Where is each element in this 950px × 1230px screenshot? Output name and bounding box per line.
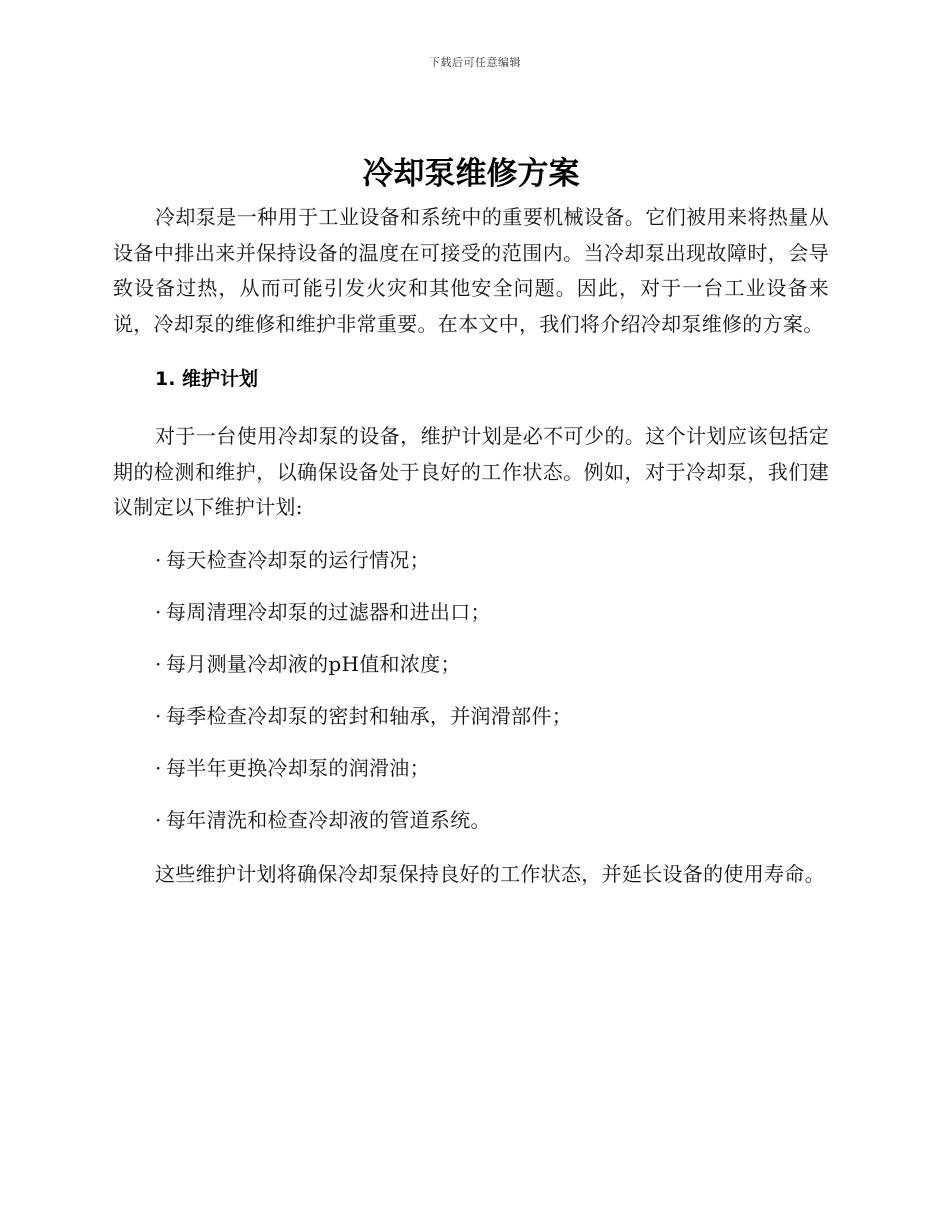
bullet-marker: · bbox=[155, 599, 162, 624]
bullet-marker: · bbox=[155, 547, 162, 572]
list-item-text: 每季检查冷却泵的密封和轴承，并润滑部件； bbox=[166, 703, 572, 728]
bullet-marker: · bbox=[155, 755, 162, 780]
list-item bbox=[155, 597, 829, 627]
bullet-marker: · bbox=[155, 703, 162, 728]
bullet-marker: · bbox=[155, 807, 162, 832]
document-title: 冷却泵维修方案 bbox=[362, 156, 580, 192]
intro-paragraph: 冷却泵是一种用于工业设备和系统中的重要机械设备。它们被用来将热量从设备中排出来并保持设备的温度在可接受的范围内。当冷却泵出现故障时，会导致设备过热，从而可能引发火灾和其他安全问题。因此，对于一台工业设备来说，冷却泵的维修和维护非常重要。在本文中，我们将介绍冷却泵维修的方案。 bbox=[113, 205, 829, 336]
list-item-text: 每天检查冷却泵的运行情况； bbox=[166, 547, 430, 572]
list-item bbox=[155, 701, 829, 731]
list-item bbox=[155, 545, 829, 575]
bullet-marker: · bbox=[155, 651, 162, 676]
closing-paragraph: 这些维护计划将确保冷却泵保持良好的工作状态，并延长设备的使用寿命。 bbox=[155, 861, 825, 886]
list-item bbox=[155, 649, 829, 679]
list-item bbox=[155, 753, 829, 783]
maintenance-plan-paragraph: 对于一台使用冷却泵的设备，维护计划是必不可少的。这个计划应该包括定期的检测和维护，以确保设备处于良好的工作状态。例如，对于冷却泵，我们建议制定以下维护计划: bbox=[113, 424, 829, 519]
document-body bbox=[113, 150, 829, 892]
maintenance-plan-list bbox=[113, 545, 829, 835]
list-item-text: 每半年更换冷却泵的润滑油； bbox=[166, 755, 430, 780]
list-item-text: 每月测量冷却液的pH值和浓度； bbox=[166, 651, 461, 676]
list-item bbox=[155, 805, 829, 835]
list-item-text: 每年清洗和检查冷却液的管道系统。 bbox=[166, 807, 491, 832]
list-item-text: 每周清理冷却泵的过滤器和进出口； bbox=[166, 599, 491, 624]
header-note: 下载后可任意编辑 bbox=[429, 56, 521, 69]
section-heading-maintenance-plan: 1. 维护计划 bbox=[155, 368, 259, 390]
